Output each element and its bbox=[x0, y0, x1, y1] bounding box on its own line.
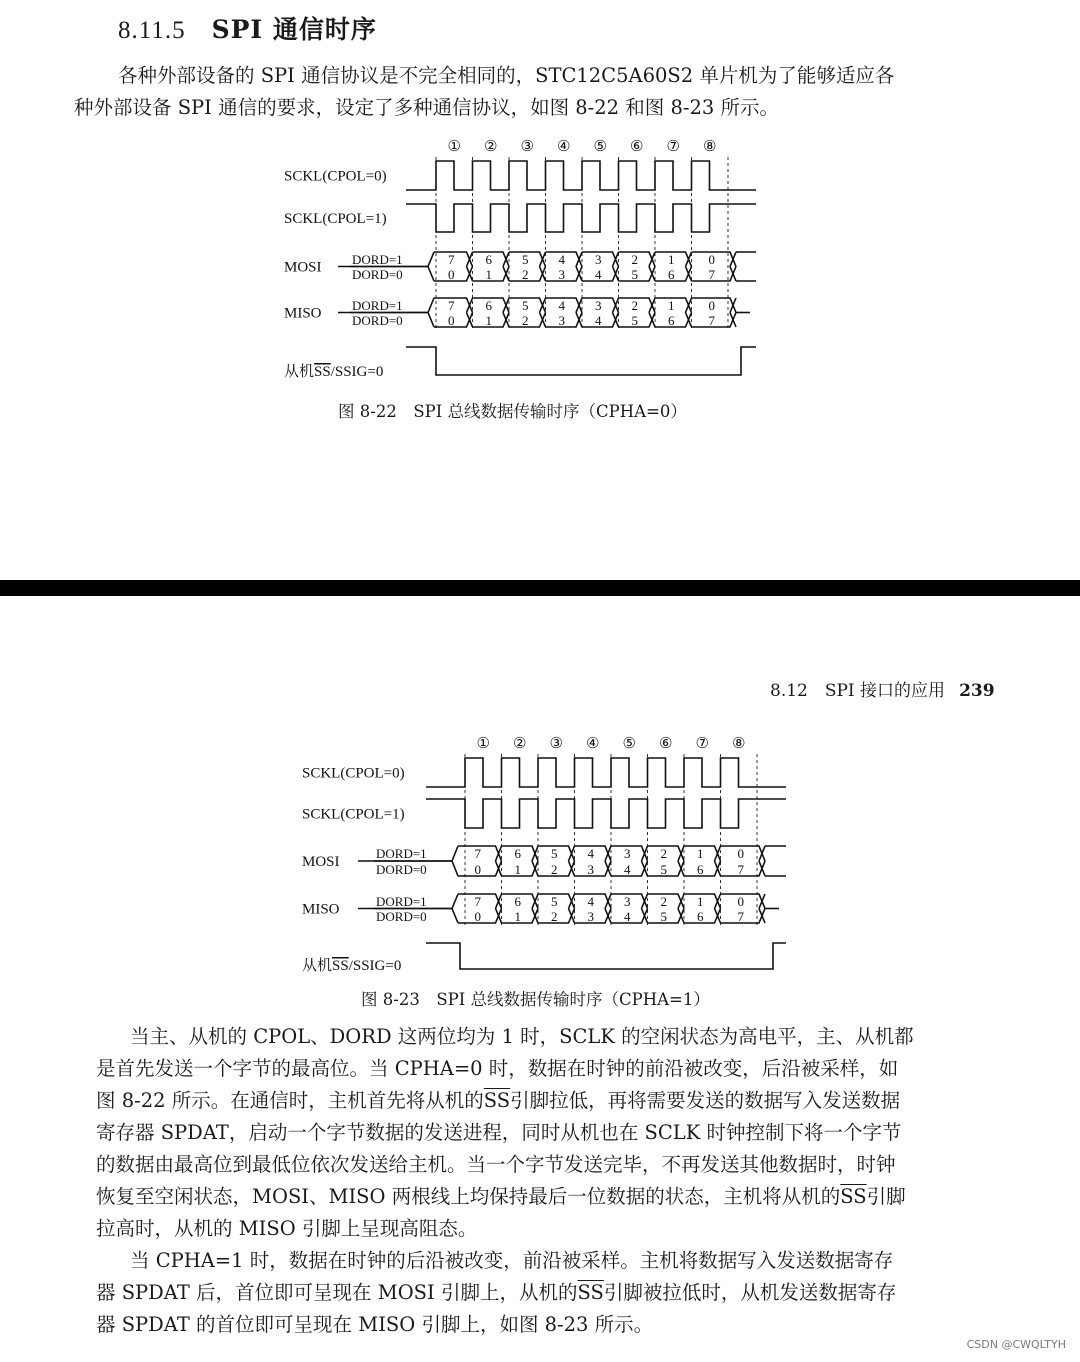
miso-dord0-label: DORD=0 bbox=[352, 313, 403, 328]
miso-bit-dord1-1: 6 bbox=[485, 298, 492, 313]
clock-number-3: ③ bbox=[549, 734, 563, 752]
mosi-bit-dord1-6: 1 bbox=[668, 252, 675, 267]
miso-bit-dord1-4: 3 bbox=[624, 894, 631, 909]
miso-bit-dord1-0: 7 bbox=[448, 298, 455, 313]
mosi-bit-dord0-3: 3 bbox=[558, 267, 565, 282]
intro-line-1: 各种外部设备的 SPI 通信协议是不完全相同的，STC12C5A60S2 单片机为了能够适应各 bbox=[118, 64, 895, 87]
clock-number-2: ② bbox=[484, 137, 498, 155]
miso-bit-dord1-6: 1 bbox=[668, 298, 675, 313]
miso-bit-dord1-2: 5 bbox=[551, 894, 558, 909]
mosi-bit-dord0-5: 5 bbox=[631, 267, 638, 282]
mosi-bit-dord0-1: 1 bbox=[485, 267, 492, 282]
body-line-9b: 引脚被拉低时，从机发送数据寄存 bbox=[603, 1281, 897, 1304]
clock-number-8: ⑧ bbox=[703, 137, 717, 155]
sckl-cpol0-wave bbox=[426, 758, 786, 787]
slave-ss-label bbox=[302, 957, 401, 974]
mosi-bit-dord0-0: 0 bbox=[474, 862, 481, 877]
mosi-bit-dord1-7: 0 bbox=[737, 846, 744, 861]
mosi-hold-tail bbox=[765, 846, 786, 876]
slave-ss-overline: SS bbox=[314, 364, 331, 380]
body-line-4: 寄存器 SPDAT，启动一个字节数据的发送进程，同时从机也在 SCLK 时钟控制下将一个字节 bbox=[96, 1121, 902, 1144]
body-line-5: 的数据由最高位到最低位依次发送给主机。当一个字节发送完毕，不再发送其他数据时，时钟 bbox=[96, 1153, 896, 1176]
miso-bit-dord0-0: 0 bbox=[474, 909, 481, 924]
mosi-bit-dord1-0: 7 bbox=[448, 252, 455, 267]
figure-8-23-caption: 图 8-23 SPI 总线数据传输时序（CPHA=1） bbox=[361, 990, 710, 1009]
mosi-bit-dord0-7: 7 bbox=[708, 267, 715, 282]
miso-bit-dord1-2: 5 bbox=[522, 298, 529, 313]
mosi-bit-dord1-3: 4 bbox=[558, 252, 565, 267]
miso-dord1-label: DORD=1 bbox=[376, 894, 427, 909]
mosi-bit-dord1-6: 1 bbox=[697, 846, 704, 861]
miso-bit-dord1-7: 0 bbox=[708, 298, 715, 313]
clock-number-3: ③ bbox=[520, 137, 534, 155]
miso-dord1-label: DORD=1 bbox=[352, 298, 403, 313]
miso-bit-dord0-3: 3 bbox=[587, 909, 594, 924]
mosi-bit-dord0-4: 4 bbox=[595, 267, 602, 282]
sckl-cpol1-label: SCKL(CPOL=1) bbox=[284, 211, 387, 227]
mosi-dord1-label: DORD=1 bbox=[376, 846, 427, 861]
mosi-bit-dord0-7: 7 bbox=[737, 862, 744, 877]
body-line-1: 当主、从机的 CPOL、DORD 这两位均为 1 时，SCLK 的空闲状态为高电平，主、从机都 bbox=[130, 1025, 914, 1048]
figure-8-22-caption: 图 8-22 SPI 总线数据传输时序（CPHA=0） bbox=[338, 402, 687, 421]
miso-bit-dord0-6: 6 bbox=[668, 313, 675, 328]
miso-bit-dord0-4: 4 bbox=[595, 313, 602, 328]
mosi-dord0-label: DORD=0 bbox=[352, 267, 403, 282]
mosi-cross-open-1 bbox=[496, 846, 502, 876]
body-line-9a: 器 SPDAT 后，首位即可呈现在 MOSI 引脚上，从机的 bbox=[96, 1281, 578, 1304]
clock-number-4: ④ bbox=[557, 137, 571, 155]
mosi-label: MOSI bbox=[302, 854, 340, 870]
mosi-dord1-label: DORD=1 bbox=[352, 252, 403, 267]
sckl-cpol1-wave bbox=[426, 799, 786, 828]
mosi-bit-dord0-0: 0 bbox=[448, 267, 455, 282]
miso-bit-dord0-3: 3 bbox=[558, 313, 565, 328]
mosi-bit-dord1-5: 2 bbox=[631, 252, 638, 267]
miso-label: MISO bbox=[302, 901, 340, 918]
miso-bit-dord1-7: 0 bbox=[737, 894, 744, 909]
mosi-cross-open-8 bbox=[759, 846, 765, 876]
watermark: CSDN @CWQLTYH bbox=[966, 1338, 1066, 1351]
body-line-9 bbox=[96, 1277, 896, 1305]
mosi-bit-dord1-0: 7 bbox=[474, 846, 481, 861]
clock-number-4: ④ bbox=[586, 734, 600, 752]
body-line-6b: 引脚 bbox=[866, 1185, 906, 1208]
running-header-title: 8.12 SPI 接口的应用 bbox=[770, 681, 946, 701]
mosi-bit-dord1-1: 6 bbox=[485, 252, 492, 267]
mosi-bit-dord1-2: 5 bbox=[551, 846, 558, 861]
mosi-bit-dord1-4: 3 bbox=[595, 252, 602, 267]
mosi-bit-dord1-7: 0 bbox=[708, 252, 715, 267]
miso-dord0-label: DORD=0 bbox=[376, 909, 427, 924]
mosi-cross-open-7 bbox=[715, 846, 721, 876]
miso-bit-dord1-5: 2 bbox=[660, 894, 667, 909]
mosi-bit-dord1-5: 2 bbox=[660, 846, 667, 861]
mosi-cross-open-0 bbox=[452, 846, 458, 876]
clock-number-1: ① bbox=[447, 137, 461, 155]
miso-bit-dord0-6: 6 bbox=[697, 909, 704, 924]
mosi-cross-open-4 bbox=[605, 846, 611, 876]
slave-prefix: 从机 bbox=[284, 364, 315, 380]
mosi-bit-dord1-3: 4 bbox=[587, 846, 594, 861]
clock-number-5: ⑤ bbox=[622, 734, 636, 752]
clock-number-6: ⑥ bbox=[659, 734, 673, 752]
miso-bit-dord1-1: 6 bbox=[514, 894, 521, 909]
mosi-bit-dord0-3: 3 bbox=[587, 862, 594, 877]
sckl-cpol1-label: SCKL(CPOL=1) bbox=[302, 806, 405, 823]
ss-overline-1: $\overline{SS}$ bbox=[483, 1089, 511, 1112]
miso-bit-dord1-3: 4 bbox=[558, 298, 565, 313]
miso-bit-dord0-7: 7 bbox=[737, 909, 744, 924]
miso-cross-open-0 bbox=[452, 894, 458, 923]
clock-number-8: ⑧ bbox=[732, 734, 746, 752]
miso-bit-dord0-0: 0 bbox=[448, 313, 455, 328]
body-line-2: 是首先发送一个字节的最高位。当 CPHA=0 时，数据在时钟的前沿被改变，后沿被采样，如 bbox=[96, 1057, 899, 1080]
ss-overline-2: $\overline{SS}$ bbox=[840, 1185, 867, 1208]
miso-cross-open-2 bbox=[532, 894, 538, 923]
body-line-6a: 恢复至空闲状态，MOSI、MISO 两根线上均保持最后一位数据的状态，主机将从机的 bbox=[96, 1185, 841, 1208]
miso-bit-dord0-4: 4 bbox=[624, 909, 631, 924]
clock-number-1: ① bbox=[476, 734, 490, 752]
miso-bit-dord0-1: 1 bbox=[514, 909, 521, 924]
miso-bit-dord0-5: 5 bbox=[660, 909, 667, 924]
mosi-cross-open-3 bbox=[569, 846, 575, 876]
miso-cross-open-6 bbox=[678, 894, 684, 923]
miso-cross-open-1 bbox=[496, 894, 502, 923]
slave-ss-overline: SS bbox=[332, 958, 349, 974]
body-line-8: 当 CPHA=1 时，数据在时钟的后沿被改变，前沿被采样。主机将数据写入发送数据寄存 bbox=[130, 1249, 894, 1272]
mosi-bit-dord1-1: 6 bbox=[514, 846, 521, 861]
body-line-10: 器 SPDAT 的首位即可呈现在 MISO 引脚上，如图 8-23 所示。 bbox=[96, 1313, 654, 1336]
miso-cross-open-8 bbox=[759, 894, 765, 923]
miso-bit-dord1-3: 4 bbox=[587, 894, 594, 909]
mosi-bit-dord1-2: 5 bbox=[522, 252, 529, 267]
mosi-cross-open-6 bbox=[678, 846, 684, 876]
clock-number-2: ② bbox=[513, 734, 527, 752]
clock-number-7: ⑦ bbox=[666, 137, 680, 155]
miso-bit-dord0-5: 5 bbox=[631, 313, 638, 328]
slave-suffix: /SSIG=0 bbox=[348, 958, 402, 974]
miso-cross-open-4 bbox=[605, 894, 611, 923]
miso-bit-dord0-2: 2 bbox=[522, 313, 529, 328]
mosi-bit-dord1-4: 3 bbox=[624, 846, 631, 861]
mosi-dord0-label: DORD=0 bbox=[376, 862, 427, 877]
slave-ss-wave bbox=[426, 943, 786, 969]
slave-suffix: /SSIG=0 bbox=[330, 364, 384, 380]
mosi-label: MOSI bbox=[284, 259, 322, 276]
mosi-bit-dord0-4: 4 bbox=[624, 862, 631, 877]
mosi-cross-open-5 bbox=[642, 846, 648, 876]
mosi-bit-dord0-2: 2 bbox=[522, 267, 529, 282]
miso-cross-open-5 bbox=[642, 894, 648, 923]
miso-bit-dord1-5: 2 bbox=[631, 298, 638, 313]
body-line-3a: 图 8-22 所示。在通信时，主机首先将从机的 bbox=[96, 1089, 484, 1112]
miso-cross-open-7 bbox=[715, 894, 721, 923]
ss-overline-3: $\overline{SS}$ bbox=[577, 1281, 604, 1304]
section-title: SPI 通信时序 bbox=[211, 15, 377, 44]
sckl-cpol0-label: SCKL(CPOL=0) bbox=[302, 765, 405, 782]
slave-prefix: 从机 bbox=[302, 958, 333, 974]
body-line-3 bbox=[96, 1085, 900, 1113]
clock-number-7: ⑦ bbox=[695, 734, 709, 752]
miso-bit-dord1-6: 1 bbox=[697, 894, 704, 909]
mosi-bit-dord0-5: 5 bbox=[660, 862, 667, 877]
miso-bit-dord0-2: 2 bbox=[551, 909, 558, 924]
body-line-7: 拉高时，从机的 MISO 引脚上呈现高阻态。 bbox=[96, 1217, 478, 1240]
intro-line-2: 种外部设备 SPI 通信的要求，设定了多种通信协议，如图 8-22 和图 8-23 所示。 bbox=[74, 96, 779, 119]
mosi-bit-dord0-6: 6 bbox=[668, 267, 675, 282]
mosi-bit-dord0-6: 6 bbox=[697, 862, 704, 877]
mosi-bit-dord0-2: 2 bbox=[551, 862, 558, 877]
miso-label: MISO bbox=[284, 305, 322, 322]
miso-bit-dord1-0: 7 bbox=[474, 894, 481, 909]
clock-number-6: ⑥ bbox=[630, 137, 644, 155]
miso-bit-dord0-1: 1 bbox=[485, 313, 492, 328]
mosi-cross-open-2 bbox=[532, 846, 538, 876]
section-number: 8.11.5 bbox=[118, 17, 186, 44]
page-number: 239 bbox=[959, 681, 995, 701]
sckl-cpol0-label: SCKL(CPOL=0) bbox=[284, 168, 387, 185]
miso-bit-dord1-4: 3 bbox=[595, 298, 602, 313]
body-line-3b: 引脚拉低，再将需要发送的数据写入发送数据 bbox=[510, 1089, 901, 1112]
miso-bit-dord0-7: 7 bbox=[708, 313, 715, 328]
mosi-bit-dord0-1: 1 bbox=[514, 862, 521, 877]
body-line-6 bbox=[96, 1181, 906, 1209]
miso-cross-open-3 bbox=[569, 894, 575, 923]
clock-number-5: ⑤ bbox=[593, 137, 607, 155]
